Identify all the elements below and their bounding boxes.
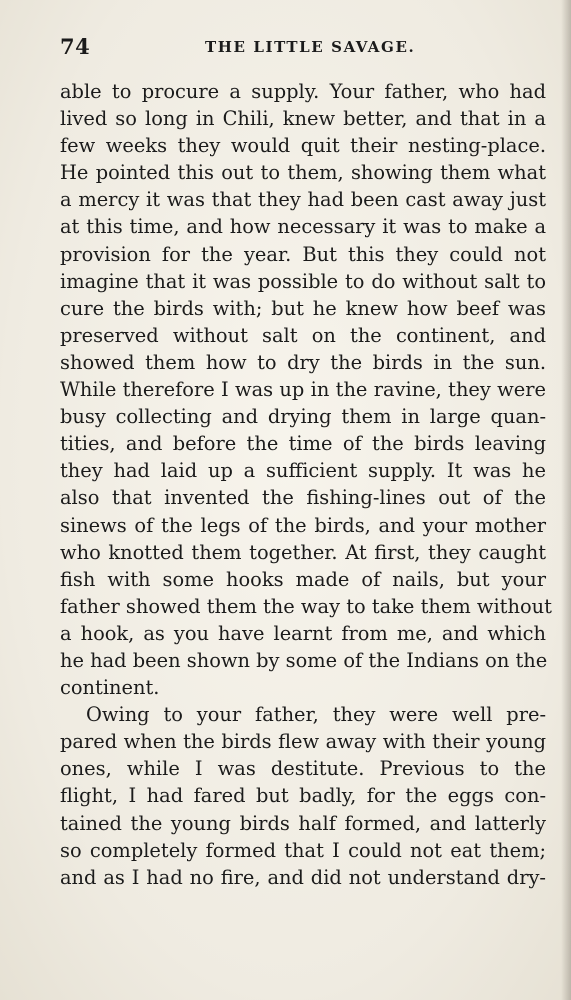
text-line: able to procure a supply. Your father, who had [60, 80, 546, 103]
text-line: lived so long in Chili, knew better, and that in a [60, 107, 546, 131]
text-line: tained the young birds half formed, and latterly [60, 811, 546, 835]
text-line: pared when the birds flew away with their young [60, 730, 546, 754]
text-line: cure the birds with; but he knew how beef was [60, 296, 546, 320]
page-header [60, 34, 544, 62]
running-head: THE LITTLE SAVAGE. [205, 38, 416, 56]
text-line: continent. [60, 676, 160, 700]
paragraph-2 [60, 701, 546, 891]
text-line: He pointed this out to them, showing them what [60, 161, 546, 185]
text-line: provision for the year. But this they could not [60, 242, 546, 266]
text-line: tities, and before the time of the birds leaving [60, 432, 546, 456]
text-line: flight, I had fared but badly, for the eggs con- [60, 784, 546, 808]
text-line: so completely formed that I could not eat them; [60, 838, 546, 862]
text-line: fish with some hooks made of nails, but your [60, 567, 546, 591]
text-line: a hook, as you have learnt from me, and which [60, 621, 546, 645]
text-line: few weeks they would quit their nesting-place. [60, 134, 546, 158]
text-line: he had been shown by some of the Indians on the [60, 648, 548, 672]
page-number: 74 [60, 34, 91, 59]
text-line: who knotted them together. At first, they caught [60, 540, 546, 564]
text-line: sinews of the legs of the birds, and your mother [60, 513, 546, 537]
text-line: preserved without salt on the continent, and [60, 323, 546, 347]
text-line: imagine that it was possible to do without salt to [60, 269, 546, 293]
text-line: showed them how to dry the birds in the sun. [60, 350, 546, 374]
text-line: also that invented the fishing-lines out of the [60, 486, 546, 510]
text-line: a mercy it was that they had been cast away just [60, 188, 546, 212]
text-line: and as I had no fire, and did not understand dry- [60, 865, 546, 889]
paragraph-1 [60, 78, 552, 701]
text-line: While therefore I was up in the ravine, they were [60, 378, 546, 402]
body-text [60, 78, 552, 891]
page-edge-shadow [561, 0, 571, 1000]
text-line: at this time, and how necessary it was to make a [60, 215, 546, 239]
text-line: Owing to your father, they were well pre- [86, 703, 546, 727]
text-line: ones, while I was destitute. Previous to the [60, 757, 546, 781]
text-line: they had laid up a sufficient supply. It was he [60, 459, 546, 483]
text-line: busy collecting and drying them in large quan- [60, 405, 546, 429]
text-line: father showed them the way to take them without [60, 594, 552, 618]
